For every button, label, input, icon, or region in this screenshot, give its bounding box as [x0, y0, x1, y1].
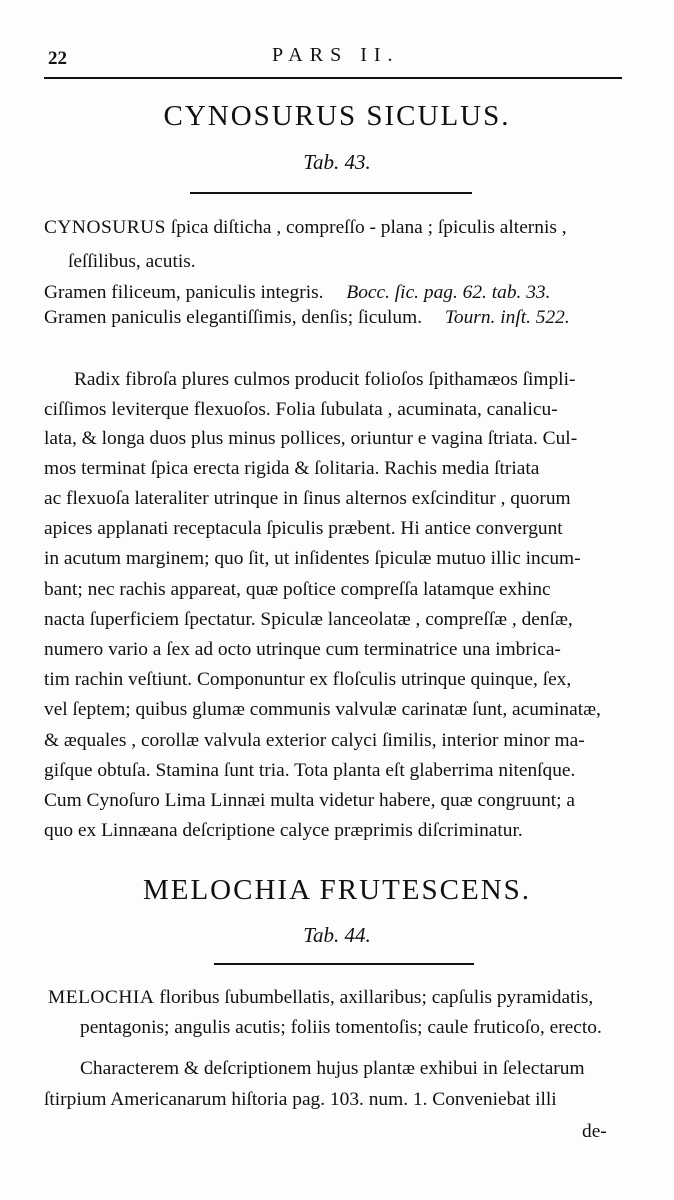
diagnosis-line	[48, 986, 593, 1010]
synonym-text: Gramen filiceum, paniculis integris.	[44, 282, 324, 303]
synonym-line	[44, 281, 550, 305]
diagnosis-line	[44, 216, 567, 240]
section-rule	[214, 963, 474, 965]
description-line: ſtirpium Americanarum hiſtoria pag. 103. num. 1. Conveniebat illi	[44, 1089, 557, 1110]
description-line: bant; nec rachis appareat, quæ poſtice compreſſa latamque exhinc	[44, 579, 551, 600]
description-line: quo ex Linnæana deſcriptione calyce præprimis diſcriminatur.	[44, 820, 523, 841]
synonym-reference: Bocc. ſic. pag. 62. tab. 33.	[346, 282, 551, 303]
plate-reference-melochia: Tab. 44.	[303, 923, 371, 947]
synonym-line	[44, 306, 570, 330]
description-line: mos terminat ſpica erecta rigida & ſolitaria. Rachis media ſtriata	[44, 458, 540, 479]
genus-name: CYNOSURUS	[44, 217, 166, 238]
header-rule	[44, 77, 622, 79]
section-rule	[190, 192, 472, 194]
description-line: Radix fibroſa plures culmos producit folioſos ſpithamæos ſimpli-	[74, 369, 576, 390]
diagnosis-line: ſeſſilibus, acutis.	[68, 251, 196, 272]
description-line: tim rachin veſtiunt. Componuntur ex floſculis utrinque quinque, ſex,	[44, 669, 572, 690]
description-line: ciſſimos leviterque flexuoſos. Folia ſubulata , acuminata, canalicu-	[44, 399, 558, 420]
page-number: 22	[48, 48, 67, 69]
section-title-melochia: MELOCHIA FRUTESCENS.	[142, 874, 532, 906]
description-line: numero vario a ſex ad octo utrinque cum terminatrice una imbrica-	[44, 639, 561, 660]
description-line: giſque obtuſa. Stamina ſunt tria. Tota planta eſt glaberrima nitenſque.	[44, 760, 576, 781]
running-head: PARS II.	[272, 44, 400, 66]
synonym-reference: Tourn. inſt. 522.	[444, 307, 570, 328]
genus-name: MELOCHIA	[48, 987, 155, 1008]
description-line: vel ſeptem; quibus glumæ communis valvulæ carinatæ ſunt, acuminatæ,	[44, 699, 601, 720]
description-line: & æquales , corollæ valvula exterior calyci ſimilis, interior minor ma-	[44, 730, 585, 751]
section-title-cynosurus: CYNOSURUS SICULUS.	[163, 100, 511, 132]
description-line: nacta ſuperficiem ſpectatur. Spiculæ lanceolatæ , compreſſæ , denſæ,	[44, 609, 573, 630]
description-line: lata, & longa duos plus minus pollices, oriuntur e vagina ſtriata. Cul-	[44, 428, 578, 449]
catchword: de-	[582, 1121, 607, 1142]
description-line: ac flexuoſa lateraliter utrinque in ſinus alternos exſcinditur , quorum	[44, 488, 571, 509]
description-line: Cum Cynoſuro Lima Linnæi multa videtur habere, quæ congruunt; a	[44, 790, 575, 811]
description-line: apices applanati receptacula ſpiculis præbent. Hi antice convergunt	[44, 518, 563, 539]
synonym-text: Gramen paniculis elegantiſſimis, denſis; ſiculum.	[44, 307, 423, 328]
diagnosis-line: pentagonis; angulis acutis; foliis tomentoſis; caule fruticoſo, erecto.	[80, 1017, 602, 1038]
description-line: Characterem & deſcriptionem hujus plantæ exhibui in ſelectarum	[80, 1058, 585, 1079]
description-line: in acutum marginem; quo ſit, ut inſidentes ſpiculæ mutuo illic incum-	[44, 548, 581, 569]
diagnosis-text: floribus ſubumbellatis, axillaribus; capſulis pyramidatis,	[154, 987, 594, 1008]
plate-reference-cynosurus: Tab. 43.	[303, 150, 371, 174]
diagnosis-text: ſpica diſticha , compreſſo - plana ; ſpiculis alternis ,	[165, 217, 567, 238]
